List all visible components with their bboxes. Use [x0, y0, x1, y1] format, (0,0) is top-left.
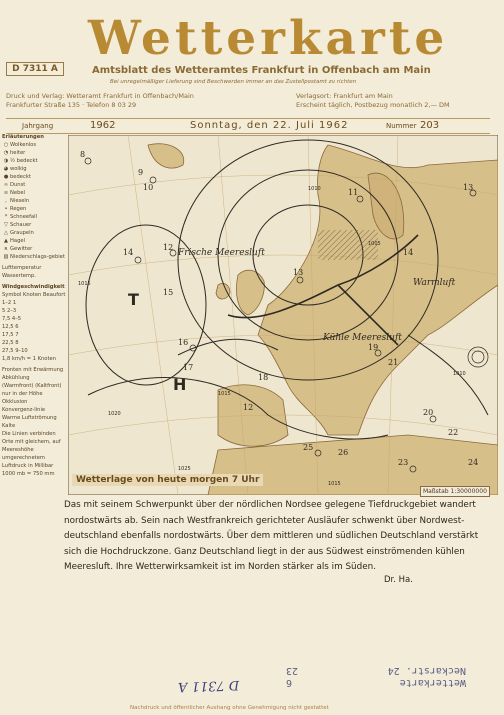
publisher-info-left: [6, 92, 194, 110]
stamp-number: 6: [286, 677, 293, 688]
year-value: 1962: [90, 120, 116, 131]
air-mass-label-kuehle: Kühle Meeresluft: [323, 333, 402, 343]
legend-item: • Regen: [2, 205, 66, 213]
dateline: [6, 118, 490, 134]
footer-notice: Nachdruck und öffentlicher Aushang ohne Genehmigung nicht gestattet: [130, 705, 329, 711]
isobar-label: 1015: [328, 481, 341, 487]
wind-footnote: 1,8 km/h = 1 Knoten: [2, 356, 56, 362]
fronts-heading: Fronten mit Erwärmung Abkühlung: [2, 367, 64, 381]
circle-three-quarter-icon: ◕: [3, 166, 9, 172]
isobar-label: 1015: [218, 391, 231, 397]
legend-item: ◕ wolkig: [3, 166, 27, 172]
circle-half-icon: ◑: [3, 158, 9, 164]
isobar-label: 1005: [368, 241, 381, 247]
fronts-sub: (Warmfront) (Kaltfront): [2, 383, 62, 389]
air-mass-label-frische: Frische Meeresluft: [178, 248, 265, 258]
year-label: Jahrgang: [22, 122, 54, 130]
wind-row: 22,5 8: [2, 340, 19, 346]
number-label: Nummer: [386, 122, 417, 130]
cold-label: Kalte: [2, 423, 16, 429]
handwritten-code: D 7311 A: [177, 676, 240, 695]
station-temp: 13: [293, 268, 304, 277]
warm-label: Warme Luftströmung: [2, 415, 57, 421]
masthead-subtitle: Amtsblatt des Wetteramtes Frankfurt in Offenbach am Main: [92, 65, 431, 76]
wind-row: 7,5 4–5: [2, 316, 22, 322]
station-temp: 25: [303, 443, 314, 452]
station-temp: 12: [243, 403, 254, 412]
wind-row: 1–2 1: [2, 300, 17, 306]
isobar-label: 1010: [453, 371, 466, 377]
stamp-number: 23: [286, 665, 299, 676]
thunder-icon: ʀ: [4, 246, 8, 252]
station-temp: 16: [178, 338, 189, 347]
triangle-icon: △: [4, 230, 8, 236]
legend-item: * Schneefall: [2, 213, 66, 221]
map-caption: Wetterlage von heute morgen 7 Uhr: [72, 474, 263, 486]
legend-item: , Nieseln: [2, 197, 66, 205]
weather-report-text: Das mit seinem Schwerpunkt über der nördlichen Nordsee gelegene Tiefdruckgebiet wandert nordostwärts ab. Sein nach Westfrankreich gerichteter Ausläufer schwenkt über Nordwest-deutschland ebenfalls nordostwärts. Über dem mittleren und südlichen Deutschland verstärkt sich die Hochdruckzone. Ganz Deutschland liegt in der aus Südwest einströmenden kühlen Meeresluft. Ihre Wetterwirksamkeit ist im Norden stärker als im Süden.: [64, 500, 479, 572]
station-temp: 11: [348, 188, 359, 197]
isobar-label: 1020: [108, 411, 121, 417]
publisher-line: Druck und Verlag: Wetteramt Frankfurt in Offenbach/Main: [6, 92, 194, 100]
delivery-notice: Bei unregelmäßiger Lieferung sind Beschwerden immer an das Zustellpostamt zu richten: [110, 79, 357, 85]
isobar-label: 1025: [178, 466, 191, 472]
pressure-scale: 1000 mb = 750 mm: [2, 471, 55, 477]
legend-item: ≡ Nebel: [3, 190, 25, 196]
legend-heading: Erläuterungen: [2, 134, 44, 140]
circle-quarter-icon: ◔: [3, 150, 9, 156]
station-temp: 18: [258, 373, 269, 382]
isobar-label: 1015: [78, 281, 91, 287]
issue-number: 203: [420, 120, 440, 131]
publisher-line: Frankfurter Straße 135 · Telefon 8 03 29: [6, 101, 137, 109]
triangle-down-icon: ▽: [4, 222, 8, 228]
wind-heading: Windgeschwindigkeit: [2, 284, 65, 290]
publisher-line: Erscheint täglich, Postbezug monatlich 2,— DM: [296, 101, 450, 109]
publisher-line: Verlagsort: Frankfurt am Main: [296, 92, 393, 100]
station-temp: 23: [398, 458, 409, 467]
legend-item: ● bedeckt: [3, 174, 31, 180]
station-temp: 15: [163, 288, 174, 297]
circle-empty-icon: ○: [3, 142, 9, 148]
station-temp: 17: [183, 363, 194, 372]
publisher-info-right: [296, 92, 450, 110]
legend-temp: Lufttemperatur Wassertemp.: [2, 265, 42, 279]
circle-full-icon: ●: [3, 174, 9, 180]
fronts-alt: nur in der Höhe: [2, 391, 43, 397]
wind-row: 5 2–3: [2, 308, 17, 314]
wind-cols: Symbol Knoten Beaufort: [2, 292, 66, 298]
isobar-note: Die Linien verbinden Orte mit gleichem, auf Meereshöhe umgerechnetem Luftdruck in Millibar: [2, 431, 61, 469]
wind-row: 27,5 9–10: [2, 348, 28, 354]
legend-item: ʀ Gewitter: [2, 245, 66, 253]
wind-row: 12,5 6: [2, 324, 19, 330]
legend-item: ◑ ½ bedeckt: [3, 158, 38, 164]
station-temp: 19: [368, 343, 379, 352]
stamp-title: Wetterkarte: [399, 677, 466, 688]
triangle-filled-icon: ▲: [4, 238, 8, 244]
station-temp: 8: [80, 150, 86, 159]
station-temp: 9: [138, 168, 144, 177]
station-temp: 14: [123, 248, 134, 257]
isobar-label: 1010: [308, 186, 321, 192]
author-signature: Dr. Ha.: [384, 575, 413, 585]
station-temp: 12: [163, 243, 174, 252]
stamp-street: Neckarstr. 24: [387, 665, 466, 676]
masthead-title: Wetterkarte: [88, 11, 449, 66]
station-temp: 10: [143, 183, 154, 192]
infinity-icon: ∞: [3, 182, 9, 188]
occlusion-label: Okklusion: [2, 399, 28, 405]
station-temp: 14: [403, 248, 414, 257]
issue-code-box: D 7311 A: [6, 62, 64, 76]
station-temp: 13: [463, 183, 474, 192]
shading-icon: ▨: [3, 254, 9, 260]
legend-item: ○ Wolkenlos: [3, 142, 37, 148]
legend-item: ∞ Dunst: [3, 182, 26, 188]
asterisk-icon: *: [4, 214, 8, 220]
legend-item: ▽ Schauer: [4, 222, 32, 228]
air-mass-label-warmluft: Warmluft: [413, 278, 456, 288]
equals-icon: ≡: [3, 190, 9, 196]
issue-date: Sonntag, den 22. Juli 1962: [190, 120, 349, 131]
station-temp: 26: [338, 448, 349, 457]
station-temp: 20: [423, 408, 434, 417]
station-temp: 24: [468, 458, 479, 467]
legend-item: ▨ Niederschlags-gebiet: [3, 254, 65, 260]
low-pressure-center: T: [128, 290, 139, 309]
high-pressure-center: H: [173, 375, 187, 394]
legend-item: △ Graupeln: [4, 230, 34, 236]
ireland: [216, 283, 230, 299]
comma-icon: ,: [5, 198, 7, 204]
wind-row: 17,5 7: [2, 332, 19, 338]
weather-map: [68, 135, 498, 495]
dot-icon: •: [4, 206, 8, 212]
station-temp: 21: [388, 358, 399, 367]
address-stamp: [286, 640, 466, 688]
station-temp: 22: [448, 428, 459, 437]
map-scale: Maßstab 1:30000000: [420, 486, 490, 497]
convergence-label: Konvergenz-linie: [2, 407, 46, 413]
legend-item: ▲ Hagel: [4, 238, 26, 244]
map-legend: [2, 133, 66, 495]
legend-item: ◔ heiter: [3, 150, 26, 156]
